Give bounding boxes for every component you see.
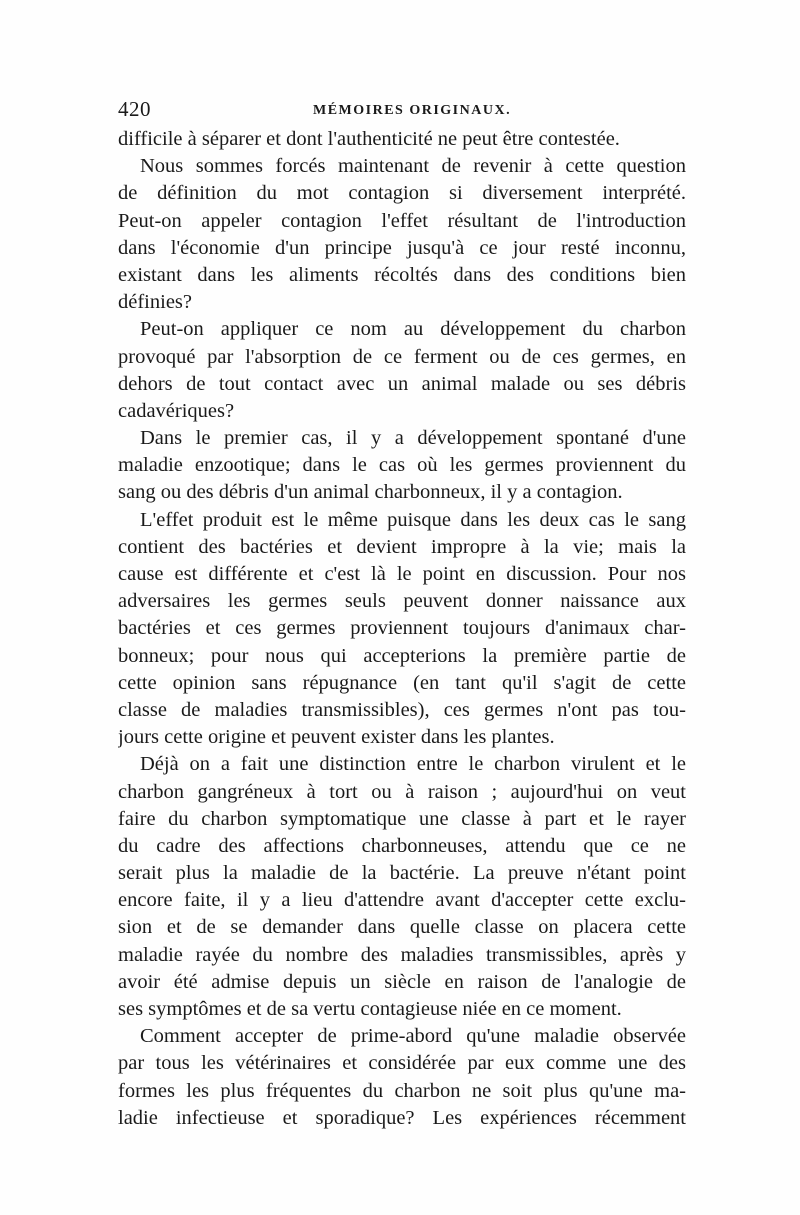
text-line: définies?: [118, 291, 192, 314]
text-line: avoir été admise depuis un siècle en raison de l'analogie de: [118, 970, 686, 993]
text-line: sang ou des débris d'un animal charbonneux, il y a contagion.: [118, 481, 623, 504]
text-line: cause est différente et c'est là le point en discussion. Pour nos: [118, 563, 686, 585]
text-line: charbon gangréneux à tort ou à raison ; aujourd'hui on veut: [118, 780, 686, 803]
body-text: [118, 126, 686, 1132]
text-line: L'effet produit est le même puisque dans les deux cas le sang: [140, 508, 686, 531]
text-line: formes les plus fréquentes du charbon ne soit plus qu'une ma-: [118, 1079, 686, 1102]
text-line: dehors de tout contact avec un animal malade ou ses débris: [118, 372, 686, 395]
text-line: Déjà on a fait une distinction entre le charbon virulent et le: [140, 753, 686, 776]
text-line: maladie enzootique; dans le cas où les germes proviennent du: [118, 454, 686, 477]
text-line: encore faite, il y a lieu d'attendre avant d'accepter cette exclu-: [118, 889, 686, 912]
text-line: difficile à séparer et dont l'authenticité ne peut être contestée.: [118, 128, 620, 150]
text-line: bactéries et ces germes proviennent toujours d'animaux char-: [118, 617, 686, 640]
page-number: 420: [118, 97, 151, 121]
text-line: Peut-on appliquer ce nom au développement du charbon: [140, 318, 686, 341]
text-line: du cadre des affections charbonneuses, attendu que ce ne: [118, 834, 686, 857]
text-line: faire du charbon symptomatique une classe à part et le rayer: [118, 807, 686, 830]
text-line: sion et de se demander dans quelle classe on placera cette: [118, 916, 686, 939]
text-line: classe de maladies transmissibles), ces germes n'ont pas tou-: [118, 698, 686, 721]
text-line: adversaires les germes seuls peuvent donner naissance aux: [118, 590, 686, 613]
text-line: ladie infectieuse et sporadique? Les expériences récemment: [118, 1106, 686, 1129]
text-line: Comment accepter de prime-abord qu'une maladie observée: [140, 1025, 686, 1048]
running-head: [118, 94, 686, 124]
text-line: cette opinion sans répugnance (en tant qu'il s'agit de cette: [118, 671, 686, 694]
text-line: par tous les vétérinaires et considérée par eux comme une des: [118, 1052, 686, 1075]
text-line: bonneux; pour nous qui accepterions la première partie de: [118, 644, 686, 667]
text-line: contient des bactéries et devient impropre à la vie; mais la: [118, 535, 686, 558]
text-line: cadavériques?: [118, 399, 235, 422]
running-title: MÉMOIRES ORIGINAUX.: [313, 103, 512, 118]
text-line: dans l'économie d'un principe jusqu'à ce jour resté inconnu,: [118, 236, 686, 259]
text-line: provoqué par l'absorption de ce ferment ou de ces germes, en: [118, 345, 686, 368]
text-line: Peut-on appeler contagion l'effet résultant de l'introduction: [118, 209, 686, 232]
text-line: Dans le premier cas, il y a développement spontané d'une: [140, 427, 686, 450]
text-line: ses symptômes et de sa vertu contagieuse niée en ce moment.: [118, 998, 622, 1020]
text-line: Nous sommes forcés maintenant de revenir à cette question: [140, 155, 686, 178]
text-line: jours cette origine et peuvent exister dans les plantes.: [118, 726, 555, 749]
text-line: de définition du mot contagion si diversement interprété.: [118, 182, 686, 205]
text-line: existant dans les aliments récoltés dans des conditions bien: [118, 263, 686, 286]
text-line: serait plus la maladie de la bactérie. La preuve n'étant point: [118, 862, 686, 885]
text-line: maladie rayée du nombre des maladies transmissibles, après y: [118, 943, 686, 966]
